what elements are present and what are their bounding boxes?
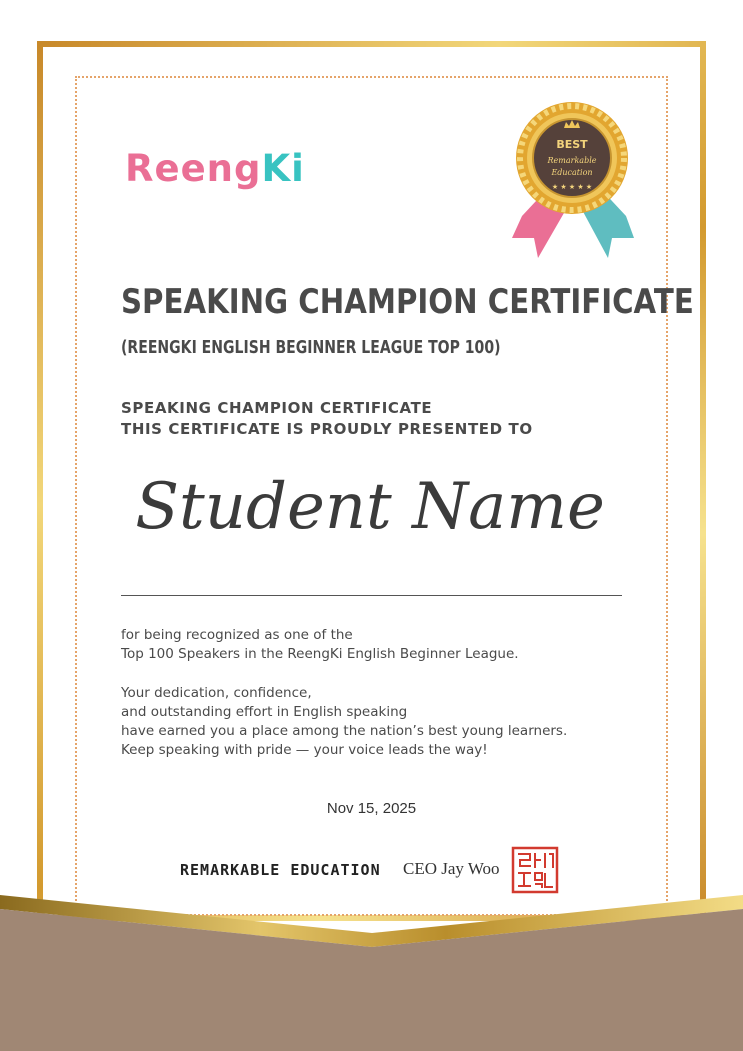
body1-line-2: Top 100 Speakers in the ReengKi English Beginner League. (121, 646, 519, 662)
body2-line-4: Keep speaking with pride — your voice leads the way! (121, 742, 488, 758)
certificate-title: SPEAKING CHAMPION CERTIFICATE (121, 282, 694, 322)
certificate-subtitle: (REENGKI ENGLISH BEGINNER LEAGUE TOP 100) (121, 337, 501, 358)
body-paragraph-1 (121, 626, 519, 664)
body2-line-2: and outstanding effort in English speaking (121, 704, 408, 720)
logo-part-reeng: Reeng (125, 147, 262, 190)
best-badge-icon (508, 98, 640, 264)
badge-text-best: BEST (556, 138, 588, 151)
ceo-name: CEO Jay Woo (403, 859, 500, 878)
name-underline (121, 595, 622, 596)
organization-name: REMARKABLE EDUCATION (180, 861, 381, 879)
heading-line-1: SPEAKING CHAMPION CERTIFICATE (121, 399, 433, 417)
body2-line-3: have earned you a place among the nation’s best young learners. (121, 723, 568, 739)
red-seal-stamp-icon (511, 846, 559, 894)
badge-stars-icon: ★ ★ ★ ★ ★ (551, 183, 593, 191)
logo-part-ki: Ki (261, 147, 305, 190)
body1-line-1: for being recognized as one of the (121, 627, 353, 643)
certificate-date: Nov 15, 2025 (326, 800, 417, 817)
recipient-name: Student Name (135, 470, 605, 544)
badge-text-education: Education (551, 168, 593, 177)
reengki-logo (125, 147, 305, 190)
bottom-decorative-band (0, 895, 743, 1051)
heading-line-2: THIS CERTIFICATE IS PROUDLY PRESENTED TO (121, 420, 533, 438)
body2-line-1: Your dedication, confidence, (121, 685, 312, 701)
body-paragraph-2 (121, 684, 567, 760)
badge-text-remarkable: Remarkable (547, 156, 597, 165)
